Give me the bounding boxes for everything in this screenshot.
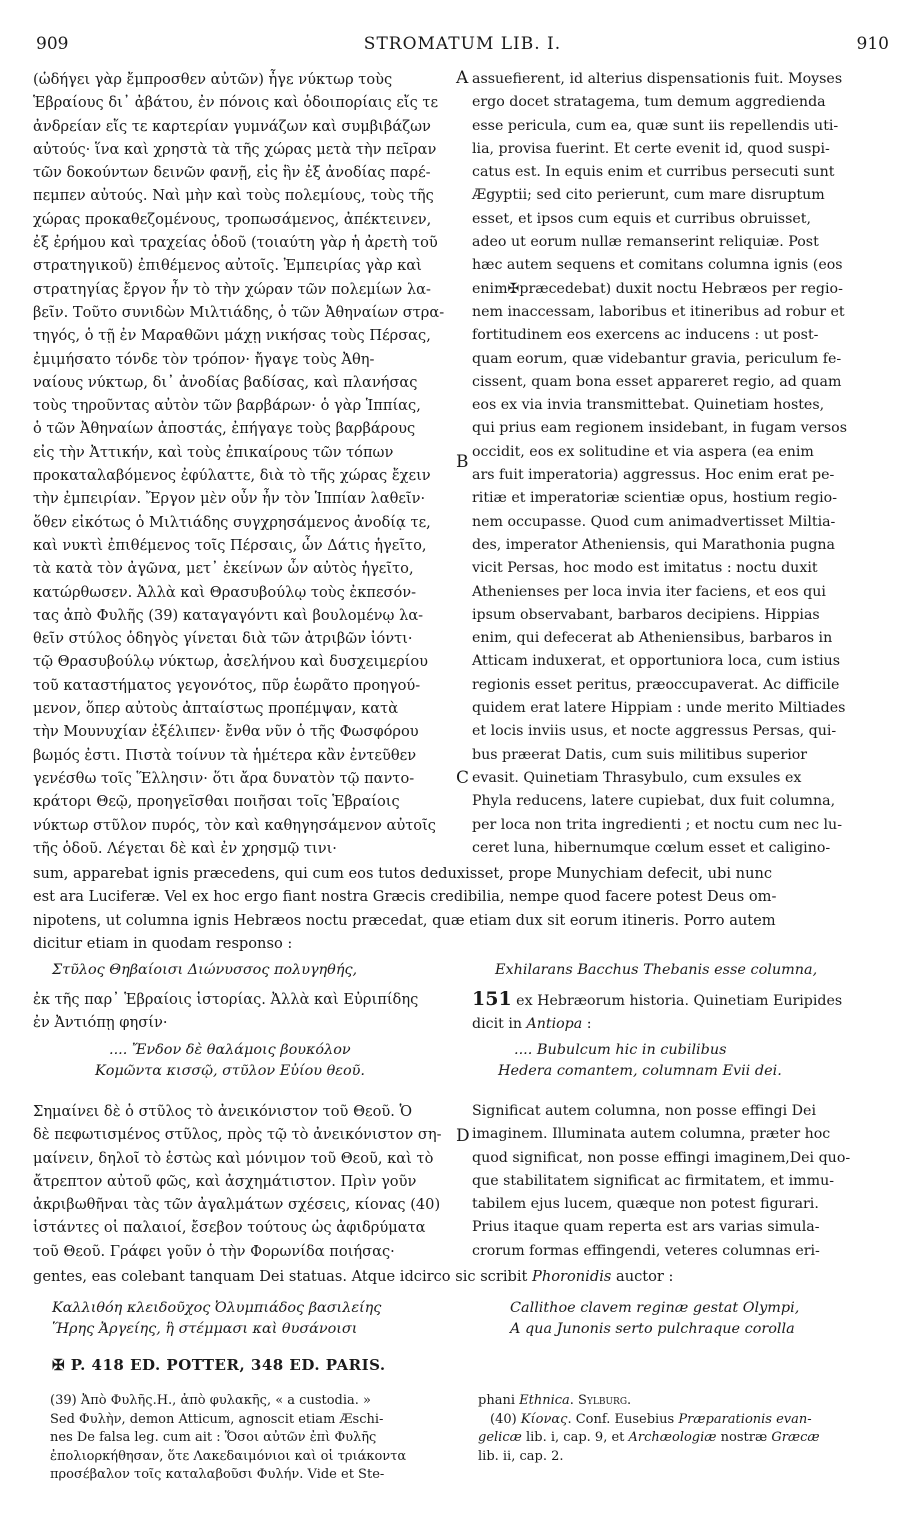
text-line: Hedera comantem, columnam Evii dei. <box>498 1063 782 1079</box>
text-line: Prius itaque quam reperta est ars varias simula- <box>472 1219 820 1236</box>
text-line: ceret luna, hibernumque cœlum esset et caligino- <box>472 839 831 856</box>
text-line: τῶν δοκούντων δεινῶν φανῇ, εἰς ἣν ἐξ ἀνοδίας παρέ- <box>33 164 431 182</box>
text-line: ὅθεν εἰκότως ὁ Μιλτιάδης συγχρησάμενος ἀνοδίᾳ τε, <box>33 513 431 531</box>
text-span: auctor : <box>611 1268 674 1285</box>
latin-full-width-2 <box>33 1265 898 1288</box>
text-line: esset, et ipsos cum equis et curribus obruisset, <box>472 210 811 227</box>
text-line: Σημαίνει δὲ ὁ στῦλος τὸ ἀνεικόνιστον τοῦ Θεοῦ. Ὁ <box>33 1103 413 1120</box>
text-line: τηγός, ὁ τῇ ἐν Μαραθῶνι μάχῃ νικήσας τοὺς Πέρσας, <box>33 327 431 345</box>
text-line <box>478 1411 888 1430</box>
text-line: πεμπεν αὐτούς. Ναὶ μὴν καὶ τοὺς πολεμίους, τοὺς τῆς <box>33 187 434 205</box>
page-number-right: 910 <box>856 34 889 54</box>
text-line: τας ἀπὸ Φυλῆς (39) καταγαγόντι καὶ βουλομένῳ λα- <box>33 606 424 624</box>
text-line: que stabilitatem significat ac firmitatem, et immu- <box>472 1172 834 1189</box>
text-line: quidem erat latere Hippiam : unde merito Miltiades <box>472 700 846 717</box>
section-number: 151 <box>472 988 512 1010</box>
margin-mark-a: A <box>456 68 469 88</box>
text-line: ἀκριβωθῆναι τὰς τῶν ἀγαλμάτων σχέσεις, κίονας (40) <box>33 1196 441 1214</box>
text-line: τὴν ἐμπειρίαν. Ἔργον μὲν οὖν ἦν τὸν Ἱππίαν λαθεῖν· <box>33 490 426 508</box>
text-line: βεῖν. Τοῦτο συνιδὼν Μιλτιάδης, ὁ τῶν Ἀθηναίων στρα- <box>33 303 445 321</box>
text-line: ἄτρεπτον αὐτοῦ φῶς, καὶ ἀσχημάτιστον. Πρὶν γοῦν <box>33 1172 417 1190</box>
text-line: quod significat, non posse effingi imaginem,Dei quo- <box>472 1149 851 1166</box>
text-line: τὴν Μουνυχίαν ἐξέλιπεν· ἔνθα νῦν ὁ τῆς Φωσφόρου <box>33 723 419 741</box>
text-line: assuefierent, id alterius dispensationis fuit. Moyses <box>472 71 843 87</box>
text-line: cissent, quam bona esset appareret regio, ad quam <box>472 373 842 390</box>
text-line: ipsum observabant, barbaros decipiens. Hippias <box>472 606 820 623</box>
text-line: ἱστάντες οἱ παλαιοί, ἔσεβον τούτους ὡς ἀφιδρύματα <box>33 1219 426 1237</box>
text-line: nem occupasse. Quod cum animadvertisset Miltia- <box>472 513 836 530</box>
potter-reference: ✠ P. 418 ED. POTTER, 348 ED. PARIS. <box>52 1356 386 1374</box>
text-line: τοῦ Θεοῦ. Γράφει γοῦν ὁ τὴν Φορωνίδα ποιήσας· <box>33 1242 395 1260</box>
text-line: lib. ii, cap. 2. <box>478 1448 564 1464</box>
text-line: enim✠præcedebat) duxit noctu Hebræos per regio- <box>472 280 843 297</box>
text-line: ars fuit imperatoria) aggressus. Hoc enim erat pe- <box>472 467 835 484</box>
text-span: gelicæ <box>478 1430 522 1445</box>
text-span: Præparationis evan- <box>678 1411 812 1427</box>
text-line: adeo ut eorum nullæ remanserint reliquiæ. Post <box>472 234 819 251</box>
text-line: dicitur etiam in quodam responso : <box>33 934 293 952</box>
text-line: quam eorum, quæ videbantur gravia, periculum fe- <box>472 350 842 367</box>
text-line: (ὡδήγει γὰρ ἔμπροσθεν αὐτῶν) ἦγε νύκτωρ τοὺς <box>33 71 393 88</box>
text-line: enim, qui defecerat ab Atheniensibus, barbaros in <box>472 630 833 647</box>
text-line: eos ex via invia transmittebat. Quinetiam hostes, <box>472 397 825 414</box>
text-span: Κίονας <box>520 1411 568 1427</box>
text-line: regionis esset peritus, præoccupaverat. Ac difficile <box>472 676 840 693</box>
text-line: χώρας προκαθεζομένους, τροπωσάμενος, ἀπέκτεινεν, <box>33 210 432 228</box>
text-line: ἀνδρείαν εἴς τε καρτερίαν γυμνάζων καὶ συμβιβάζων <box>33 117 431 135</box>
text-span: Ethnica <box>519 1393 570 1408</box>
text-line: νύκτωρ στῦλον πυρός, τὸν καὶ καθηγησάμενον αὐτοῖς <box>33 816 436 834</box>
text-line: A qua Junonis serto pulchraque corolla <box>510 1321 795 1337</box>
running-title: STROMATUM LIB. I. <box>363 34 562 54</box>
text-line: Atticam induxerat, et opportuniora loca, cum istius <box>472 653 841 670</box>
text-line: est ara Luciferæ. Vel ex hoc ergo fiant nostra Græcis credibilia, nempe quod facere potest Deus om- <box>33 888 777 906</box>
text-span: Antiopa <box>526 1016 583 1033</box>
text-line: τῷ Θρασυβούλῳ νύκτωρ, ἀσελήνου καὶ δυσχειμερίου <box>33 653 429 671</box>
text-line: tabilem ejus lucem, quæque non potest figurari. <box>472 1196 819 1213</box>
verse3-greek <box>52 1298 381 1340</box>
text-line: δὲ πεφωτισμένος στῦλος, πρὸς τῷ τὸ ἀνεικόνιστον ση- <box>33 1126 442 1144</box>
text-line: catus est. In equis enim et curribus persecuti sunt <box>472 164 835 181</box>
latin-column-low <box>472 1100 898 1263</box>
text-line: θεῖν στύλος ὁδηγὸς γίνεται διὰ τῶν ἀτριβῶν ἰόντι· <box>33 630 413 648</box>
text-line: τοῦ καταστήματος γεγονότος, πῦρ ἑωρᾶτο προηγού- <box>33 676 421 694</box>
text-line: τοὺς τηροῦντας αὐτὸν τῶν βαρβάρων· ὁ γὰρ Ἱππίας, <box>33 397 421 415</box>
text-line: vicit Persas, hoc modo est imitatus : noctu duxit <box>472 560 818 577</box>
verse1-greek: Στῦλος Θηβαίοισι Διώνυσσος πολυγηθής, <box>52 962 358 978</box>
text-line: crorum formas effingendi, veteres columnas eri- <box>472 1242 820 1259</box>
text-span: Græcæ <box>771 1430 820 1445</box>
text-line: ἐκ τῆς παρ᾽ Ἑβραίοις ἱστορίας. Ἀλλὰ καὶ Εὐριπίδης <box>33 991 419 1008</box>
text-line: nes De falsa leg. cum ait : Ὅσοι αὐτῶν ἐπὶ Φυλῆς <box>50 1430 377 1445</box>
text-line: μενον, ὅπερ αὐτοὺς ἀπταίστως προπέμψαν, κατὰ <box>33 700 399 718</box>
text-line: sum, apparebat ignis præcedens, qui cum eos tutos deduxisset, prope Munychiam defecit, ubi nunc <box>33 865 773 882</box>
text-span: (40) <box>490 1411 521 1427</box>
text-line: Athenienses per loca invia iter faciens, et eos qui <box>472 583 826 600</box>
greek-column-low <box>33 1100 456 1263</box>
text-line: τῆς ὁδοῦ. Λέγεται δὲ καὶ ἐν χρησμῷ τινι· <box>33 839 337 857</box>
text-line: στρατηγίας ἔργον ἦν τὸ τὴν χώραν τῶν πολεμίων λα- <box>33 280 431 298</box>
text-span: gentes, eas colebant tanquam Dei statuas. Atque idcirco sic scribit <box>33 1268 533 1285</box>
text-line <box>472 1013 898 1036</box>
verse3-latin <box>510 1298 799 1340</box>
text-line: κατώρθωσεν. Ἀλλὰ καὶ Θρασυβούλῳ τοὺς ἐκπεσόν- <box>33 583 417 601</box>
text-line: Phyla reducens, latere cupiebat, dux fuit columna, <box>472 793 836 810</box>
text-span: ex Hebræorum historia. Quinetiam Euripides <box>511 993 843 1009</box>
latin-mid <box>472 988 898 1037</box>
page-number-left: 909 <box>36 34 69 54</box>
text-line: des, imperator Atheniensis, qui Marathonia pugna <box>472 536 835 553</box>
text-line: evasit. Quinetiam Thrasybulo, cum exsules ex <box>472 769 802 786</box>
text-line: Callithoe clavem reginæ gestat Olympi, <box>510 1300 800 1316</box>
text-line: καὶ νυκτὶ ἐπιθέμενος τοῖς Πέρσαις, ὧν Δάτις ἡγεῖτο, <box>33 536 427 554</box>
text-line: Κομῶντα κισσῷ, στῦλον Εὐίου θεοῦ. <box>95 1063 366 1079</box>
text-span: nostræ <box>716 1430 772 1445</box>
text-line: lia, provisa fuerint. Et certe evenit id, quod suspi- <box>472 140 830 157</box>
text-line: Ἑβραίους δι᾽ ἀβάτου, ἐν πόνοις καὶ ὁδοιπορίαις εἴς τε <box>33 94 439 112</box>
text-line <box>472 988 898 1013</box>
latin-column-top <box>472 68 898 860</box>
footnote-40 <box>478 1392 888 1466</box>
text-line: esse pericula, cum ea, quæ sunt iis repellendis uti- <box>472 117 839 134</box>
greek-column-top <box>33 68 456 860</box>
text-line: προσέβαλον τοῖς καταλαβοῦσι Φυλήν. Vide et Ste- <box>50 1467 385 1482</box>
text-span: dicit in <box>472 1016 527 1033</box>
latin-full-width-1 <box>33 862 898 955</box>
margin-mark-c: C <box>456 768 470 788</box>
text-span: Archæologiæ <box>628 1430 717 1445</box>
text-line: στρατηγικοῦ) ἐπιθέμενος αὐτοῖς. Ἐμπειρίας γὰρ καὶ <box>33 257 422 275</box>
text-line: ἐξ ἐρήμου καὶ τραχείας ὁδοῦ (τοιαύτη γὰρ ἡ ἀρετὴ τοῦ <box>33 234 438 252</box>
text-line: κράτορι Θεῷ, προηγεῖσθαι ποιῆσαι τοῖς Ἑβραίοις <box>33 793 400 811</box>
text-line: nem inaccessam, laboribus et itineribus ad robur et <box>472 303 845 320</box>
text-line: εἰς τὴν Ἀττικήν, καὶ τοὺς ἐπικαίρους τῶν τόπων <box>33 443 394 461</box>
text-line: ἐπολιορκήθησαν, ὅτε Λακεδαιμόνιοι καὶ οἱ τριάκοντα <box>50 1448 407 1464</box>
text-span: . Conf. Eusebius <box>567 1411 679 1427</box>
text-line <box>478 1392 888 1411</box>
text-line: ἐμιμήσατο τόνδε τὸν τρόπον· ἤγαγε τοὺς Ἀθη- <box>33 350 375 368</box>
text-line: ritiæ et imperatoriæ scientiæ opus, hostium regio- <box>472 490 838 507</box>
text-line: per loca non trita ingredienti ; et noctu cum nec lu- <box>472 816 842 833</box>
text-line: hæc autem sequens et comitans columna ignis (eos <box>472 257 843 274</box>
text-line <box>478 1429 888 1448</box>
text-line: .... Bubulcum hic in cubilibus <box>514 1042 727 1058</box>
text-line: βωμός ἐστι. Πιστὰ τοίνυν τὰ ἡμέτερα κἂν ἐντεῦθεν <box>33 746 417 764</box>
text-span: : <box>582 1016 592 1033</box>
verse2-latin <box>498 1040 782 1082</box>
text-line: occidit, eos ex solitudine et via aspera (ea enim <box>472 443 814 460</box>
text-line: qui prius eam regionem insidebant, in fugam versos <box>472 420 847 437</box>
text-line: τὰ κατὰ τὸν ἀγῶνα, μετ᾽ ἐκείνων ὧν αὐτὸς ἡγεῖτο, <box>33 560 414 578</box>
text-line: nipotens, ut columna ignis Hebræos noctu præcedat, quæ etiam dux sit eorum itineris. Porro autem <box>33 911 776 929</box>
text-line: ἐν Ἀντιόπῃ φησίν· <box>33 1014 168 1032</box>
text-line: Sed Φυλὴν, demon Atticum, agnoscit etiam Æschi- <box>50 1411 384 1427</box>
text-span: lib. i, cap. 9, et <box>521 1430 629 1445</box>
margin-mark-b: B <box>456 452 469 472</box>
text-line: .... Ἔνδον δὲ θαλάμοις βουκόλον <box>109 1042 351 1058</box>
text-line: bus præerat Datis, cum suis militibus superior <box>472 746 808 763</box>
text-span: phani <box>478 1393 520 1408</box>
text-line: Καλλιθόη κλειδοῦχος Ὀλυμπιάδος βασιλείης <box>52 1300 382 1316</box>
text-line: (39) Ἀπὸ Φυλῆς.H., ἀπὸ φυλακῆς, « a custodia. » <box>50 1393 372 1408</box>
text-line: Ἥρης Ἀργείης, ἣ στέμμασι καὶ θυσάνοισι <box>52 1321 358 1337</box>
running-header <box>36 34 889 58</box>
text-line: μαίνειν, δηλοῖ τὸ ἑστὼς καὶ μόνιμον τοῦ Θεοῦ, καὶ τὸ <box>33 1149 434 1167</box>
text-span: . Sylburg. <box>569 1393 632 1408</box>
footnote-39 <box>50 1392 450 1485</box>
text-line: γενέσθω τοῖς Ἕλλησιν· ὅτι ἄρα δυνατὸν τῷ παντο- <box>33 769 415 787</box>
text-line: ergo docet stratagema, tum demum aggredienda <box>472 94 826 111</box>
text-line: ὁ τῶν Ἀθηναίων ἀποστάς, ἐπήγαγε τοὺς βαρβάρους <box>33 420 416 438</box>
greek-mid <box>33 988 456 1035</box>
text-line: imaginem. Illuminata autem columna, præter hoc <box>472 1126 831 1143</box>
text-line: Ægyptii; sed cito perierunt, cum mare disruptum <box>472 187 825 204</box>
text-line: fortitudinem eos exercens ac inducens : ut post- <box>472 327 819 344</box>
text-line: et locis inviis usus, et nocte aggressus Persas, qui- <box>472 723 837 740</box>
text-line: Significat autem columna, non posse effingi Dei <box>472 1103 816 1119</box>
verse2-greek <box>95 1040 365 1082</box>
text-line: αὐτούς· ἵνα καὶ χρηστὰ τὰ τῆς χώρας μετὰ τὴν πεῖραν <box>33 140 437 158</box>
verse1-latin: Exhilarans Bacchus Thebanis esse columna, <box>495 962 818 978</box>
text-line: ναίους νύκτωρ, δι᾽ ἀνοδίας βαδίσας, καὶ πλανήσας <box>33 373 418 391</box>
margin-mark-d: D <box>456 1126 470 1146</box>
text-span: Phoronidis <box>532 1268 612 1285</box>
text-line: προκαταλαβόμενος ἐφύλαττε, διὰ τὸ τῆς χώρας ἔχειν <box>33 467 431 485</box>
